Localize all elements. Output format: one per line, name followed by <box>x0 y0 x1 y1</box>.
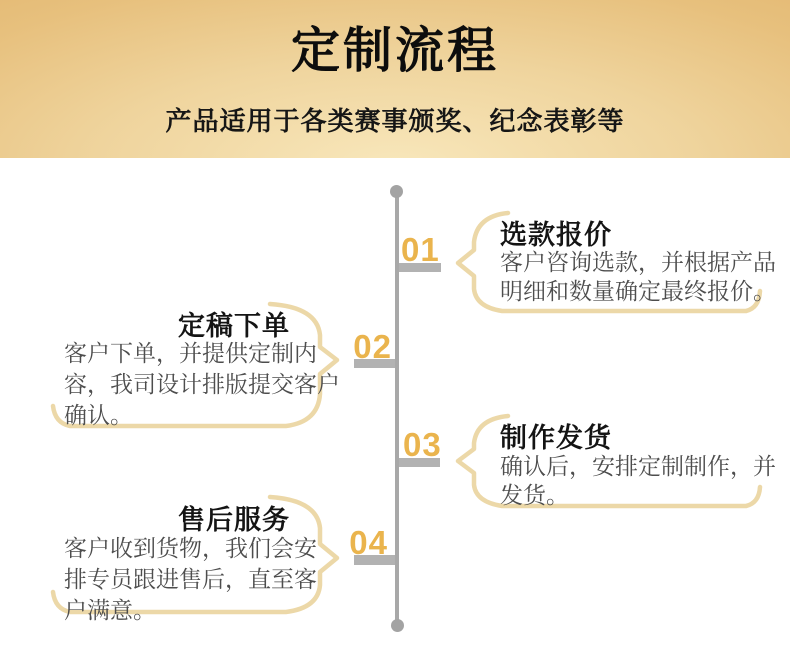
step-3-title: 制作发货 <box>500 423 612 453</box>
step-4-description <box>64 533 317 626</box>
timeline-start-dot <box>390 185 403 198</box>
step-3-line-2: 发货。 <box>500 482 569 508</box>
step-4-number: 04 <box>349 524 388 561</box>
timeline-end-dot <box>391 619 404 632</box>
step-4-bubble <box>30 491 350 631</box>
step-2-line-1: 客户下单，并提供定制内 <box>64 340 317 366</box>
step-2-title: 定稿下单 <box>178 311 290 341</box>
step-1-number: 01 <box>401 231 440 268</box>
step-2-bubble <box>30 298 350 438</box>
step-3-description <box>500 452 776 510</box>
step-4-title: 售后服务 <box>178 505 290 535</box>
step-1-description <box>500 248 776 306</box>
step-3-number: 03 <box>403 426 442 463</box>
step-4-line-2: 排专员跟进售后，直至客 <box>64 566 317 592</box>
step-1-line-1: 客户咨询选款，并根据产品 <box>500 249 776 275</box>
page-subtitle: 产品适用于各类赛事颁奖、纪念表彰等 <box>165 106 625 136</box>
step-4-line-1: 客户收到货物，我们会安 <box>64 535 317 561</box>
step-1-line-2: 明细和数量确定最终报价。 <box>500 278 776 304</box>
timeline-line <box>395 191 399 627</box>
step-4-line-3: 户满意。 <box>64 597 156 623</box>
step-2-line-2: 容，我司设计排版提交客户 <box>64 371 340 397</box>
step-1-title: 选款报价 <box>500 220 612 250</box>
step-2-number: 02 <box>353 328 392 365</box>
step-1-bubble <box>450 203 785 321</box>
page-title: 定制流程 <box>290 24 499 78</box>
step-3-line-1: 确认后，安排定制制作，并 <box>500 453 776 479</box>
step-3-bubble <box>450 406 785 516</box>
header-banner <box>0 0 790 158</box>
step-2-description <box>64 338 340 431</box>
step-2-line-3: 确认。 <box>64 402 133 428</box>
